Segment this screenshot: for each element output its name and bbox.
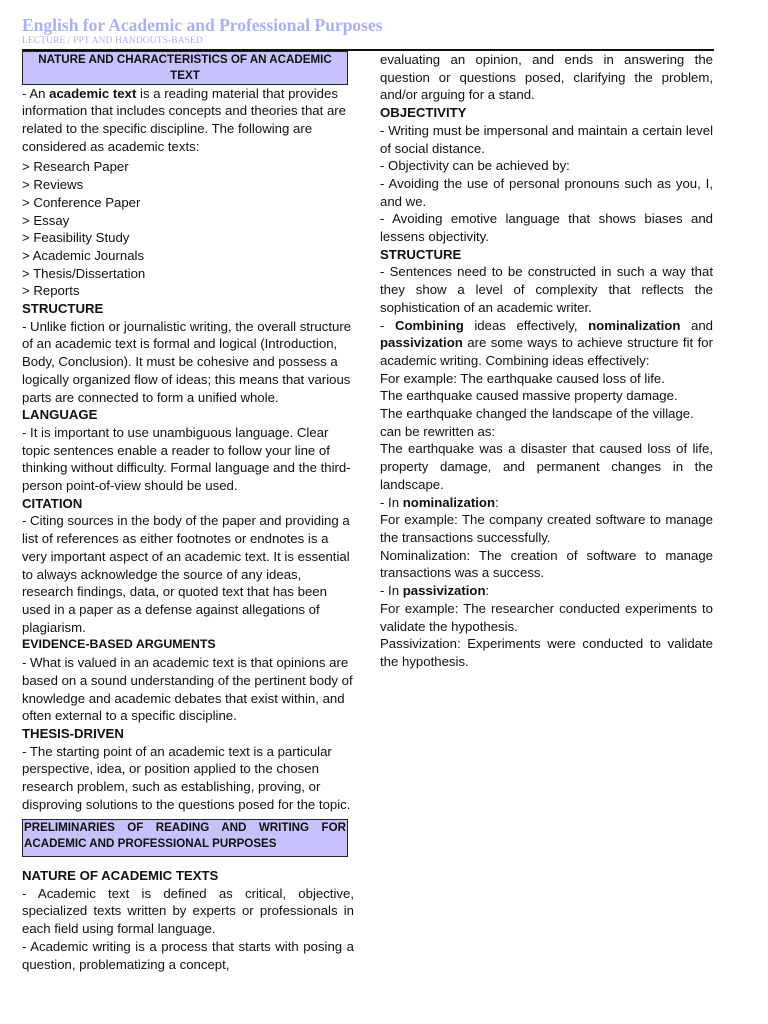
language-text: - It is important to use unambiguous language. Clear topic sentences enable a reader to follow your line of thinking without difficulty. Formal language and the third-person point-of-view should be used. <box>22 424 351 494</box>
document-subtitle: LECTURE / PPT AND HANDOUTS-BASED <box>22 36 203 46</box>
left-column <box>22 51 354 973</box>
structure-heading: STRUCTURE <box>22 301 104 317</box>
section-box-nature-characteristics: NATURE AND CHARACTERISTICS OF AN ACADEMIC TEXT <box>22 51 348 85</box>
citation-text: - Citing sources in the body of the paper and providing a list of references as either footnotes or endnotes is a very important aspect of an academic text. It is essential to always acknowledge the source of any ideas, research findings, data, or quoted text that has been used in a paper as a defense against allegations of plagiarism. <box>22 513 350 635</box>
passivization-example: For example: The researcher conducted experiments to validate the hypothesis. <box>380 600 713 634</box>
objectivity-heading: OBJECTIVITY <box>380 105 467 121</box>
academic-text-intro <box>22 85 354 156</box>
nom-bold-term: nominalization <box>402 494 496 510</box>
intro-prefix: - An <box>22 85 50 101</box>
pas-suffix: : <box>485 583 490 599</box>
objectivity-point-3: - Avoiding the use of personal pronouns such as you, I, and we. <box>380 175 713 209</box>
language-heading: LANGUAGE <box>22 407 98 423</box>
struct2-bold-passivization: passivization <box>380 335 463 351</box>
list-item: > Reports <box>22 283 80 299</box>
citation-heading: CITATION <box>22 495 83 511</box>
struct2-part: and <box>680 317 713 333</box>
evidence-text: - What is valued in an academic text is that opinions are based on a sound understanding of the pertinent body of knowledge and academic debates that exist within, and often external to a specific discipline. <box>22 655 353 724</box>
pas-bold-term: passivization <box>402 583 486 599</box>
list-item: > Essay <box>22 212 70 228</box>
intro-bold-term: academic text <box>49 85 137 101</box>
nominalization-example: For example: The company created software to manage the transactions successfully. <box>380 512 713 545</box>
struct2-bold-combining: Combining <box>394 317 464 333</box>
nominalization-label <box>380 494 713 512</box>
nominalization-result: Nominalization: The creation of software to manage transactions was a success. <box>380 547 713 581</box>
passivization-result: Passivization: Experiments were conducted to validate the hypothesis. <box>380 636 713 669</box>
struct2-part: ideas effectively, <box>463 317 589 333</box>
list-item: > Thesis/Dissertation <box>22 265 146 281</box>
example-3: The earthquake changed the landscape of the village. <box>380 406 694 422</box>
nom-prefix: - In <box>380 494 403 510</box>
example-1: For example: The earthquake caused loss of life. <box>380 370 665 386</box>
nature-heading: NATURE OF ACADEMIC TEXTS <box>22 868 219 884</box>
nature-text-1: - Academic text is defined as critical, objective, specialized texts written by experts or professionals in each field using formal language. <box>22 885 354 937</box>
section-box-preliminaries: PRELIMINARIES OF READING AND WRITING FOR ACADEMIC AND PROFESSIONAL PURPOSES <box>22 819 348 857</box>
nature-text-2: - Academic writing is a process that starts with posing a question, problematizing a concept, <box>22 938 354 972</box>
structure-point-1: - Sentences need to be constructed in such a way that they show a level of complexity that reflects the sophistication of an academic writer. <box>380 264 713 315</box>
rewritten-label: can be rewritten as: <box>380 423 496 439</box>
passivization-label <box>380 582 713 600</box>
list-item: > Research Paper <box>22 159 129 175</box>
objectivity-point-2: - Objectivity can be achieved by: <box>380 158 570 174</box>
structure-point-2 <box>380 317 713 370</box>
right-column <box>380 51 713 671</box>
list-item: > Feasibility Study <box>22 230 130 246</box>
nom-suffix: : <box>495 494 499 510</box>
struct2-part: - <box>380 317 395 333</box>
document-title: English for Academic and Professional Purposes <box>22 15 383 35</box>
objectivity-point-4: - Avoiding emotive language that shows biases and lessens objectivity. <box>380 211 713 245</box>
combined-sentence: The earthquake was a disaster that caused loss of life, property damage, and permanent changes in the landscape. <box>380 441 713 492</box>
academic-texts-list <box>22 158 354 300</box>
objectivity-point-1: - Writing must be impersonal and maintain a certain level of social distance. <box>380 122 713 156</box>
structure-heading-right: STRUCTURE <box>380 246 462 262</box>
thesis-text: - The starting point of an academic text is a particular perspective, idea, or position applied to the chosen research problem, such as establishing, proving, or disproving solutions to the questions posed for the topic. <box>22 743 351 812</box>
structure-text: - Unlike fiction or journalistic writing, the overall structure of an academic text is formal and logical (Introduction, Body, Conclusion). It must be cohesive and possess a logically organized flow of ideas; this means that various parts are connected to form a unified whole. <box>22 318 352 405</box>
list-item: > Conference Paper <box>22 194 141 210</box>
intro-body: is a reading material that provides information that includes concepts and theories that are related to the specific discipline. The following are considered as academic texts: <box>22 85 347 154</box>
struct2-bold-nominalization: nominalization <box>588 317 681 333</box>
continued-text: evaluating an opinion, and ends in answering the question or questions posed, clarifying the problem, and/or arguing for a stand. <box>380 52 713 103</box>
document-header <box>22 14 714 51</box>
list-item: > Reviews <box>22 177 84 193</box>
pas-prefix: - In <box>380 583 403 599</box>
evidence-heading: EVIDENCE-BASED ARGUMENTS <box>22 637 216 652</box>
struct2-part: are some ways to achieve structure fit for academic writing. Combining ideas effectively: <box>380 335 713 368</box>
example-2: The earthquake caused massive property damage. <box>380 388 678 404</box>
list-item: > Academic Journals <box>22 247 145 263</box>
thesis-heading: THESIS-DRIVEN <box>22 725 124 741</box>
